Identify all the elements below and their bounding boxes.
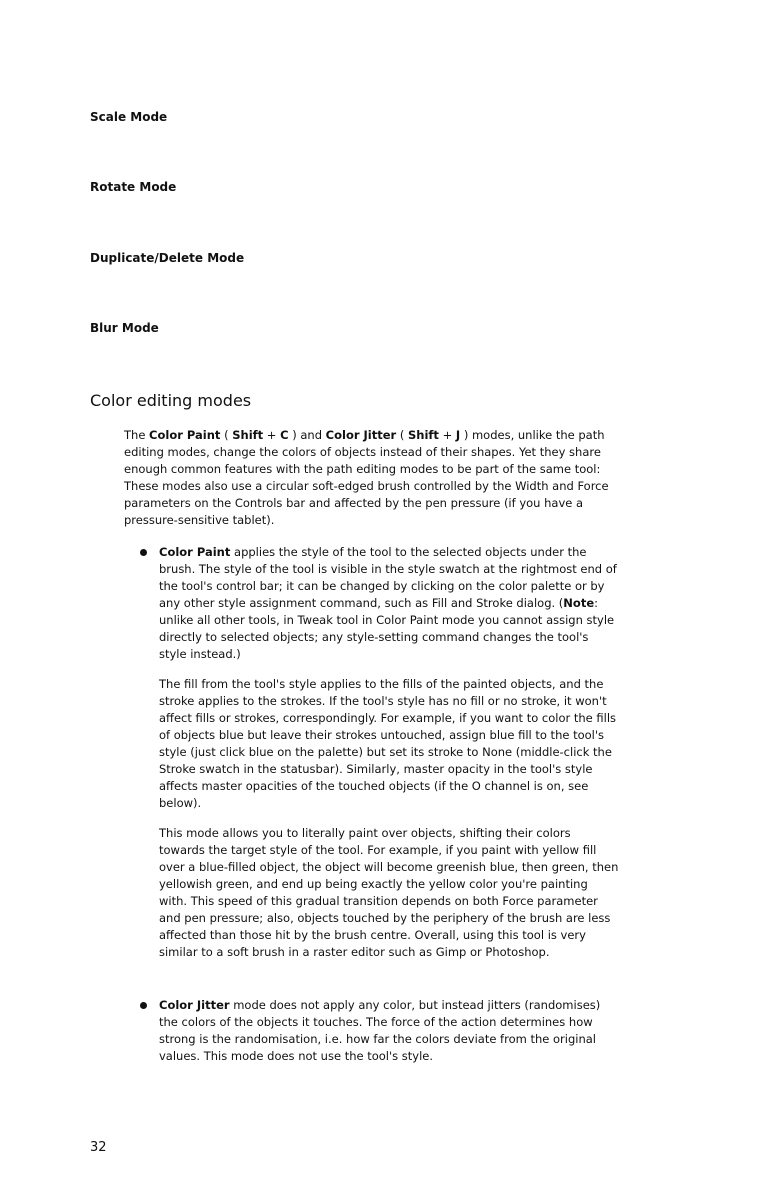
intro-text: ( (220, 428, 233, 442)
duplicate-delete-mode-heading: Duplicate/Delete Mode (90, 251, 245, 265)
intro-text: + (438, 428, 456, 442)
color-paint-label: Color Paint (159, 545, 231, 559)
j-key: J (455, 428, 461, 442)
blur-mode-heading: Blur Mode (90, 321, 159, 335)
intro-paragraph (124, 427, 619, 529)
bullet-item-color-paint (140, 544, 619, 961)
intro-text: + (263, 428, 281, 442)
intro-text: The (124, 428, 150, 442)
intro-text: ) and (288, 428, 326, 442)
rotate-mode-heading: Rotate Mode (90, 180, 177, 194)
page-number: 32 (90, 1140, 107, 1155)
color-paint-term: Color Paint (149, 428, 221, 442)
color-jitter-label: Color Jitter (159, 998, 230, 1012)
shift-key: Shift (408, 428, 439, 442)
c-key: C (280, 428, 289, 442)
color-paint-text: applies the style of the tool to the selected objects under the brush. The style of the tool is visible in the style swatch at the rightmost end of the tool's control bar; it can be changed by clicking on the color palette or by any other style assignment command, such as Fill and Stroke dialog. ( (159, 545, 617, 610)
fill-stroke-paragraph: The fill from the tool's style applies to the fills of the painted objects, and the stroke applies to the strokes. If the tool's style has no fill or no stroke, it won't affect fills or strokes, correspondingly. For example, if you want to color the fills of objects blue but leave their strokes untouched, assign blue fill to the tool's style (just click blue on the palette) but set its stroke to None (middle-click the Stroke swatch in the statusbar). Similarly, master opacity in the tool's style affects master opacities of the touched objects (if the O channel is on, see below). (159, 677, 617, 810)
scale-mode-heading: Scale Mode (90, 110, 168, 124)
bullet-icon (140, 1002, 147, 1009)
bullet-icon (140, 549, 147, 556)
color-jitter-term: Color Jitter (325, 428, 397, 442)
bullet-content (159, 997, 619, 1065)
section-title: Color editing modes (90, 391, 252, 410)
shift-key: Shift (232, 428, 264, 442)
color-jitter-paragraph (159, 997, 619, 1065)
bullet-item-color-jitter (140, 997, 619, 1065)
intro-text: ( (396, 428, 409, 442)
bullet-content (159, 544, 619, 961)
color-jitter-text: mode does not apply any color, but instead jitters (randomises) the colors of the objects it touches. The force of the action determines how strong is the randomisation, i.e. how far the colors deviate from the original values. This mode does not use the tool's style. (159, 998, 601, 1063)
note-label: Note (563, 596, 595, 610)
paint-over-paragraph: This mode allows you to literally paint over objects, shifting their colors towards the target style of the tool. For example, if you paint with yellow fill over a blue-filled object, the object will become greenish blue, then green, then yellowish green, and end up being exactly the yellow color you're painting with. This speed of this gradual transition depends on both Force parameter and pen pressure; also, objects touched by the periphery of the brush are less affected than those hit by the brush centre. Overall, using this tool is very similar to a soft brush in a raster editor such as Gimp or Photoshop. (159, 826, 619, 959)
note-text: : unlike all other tools, in Tweak tool in Color Paint mode you cannot assign style directly to selected objects; any style-setting command changes the tool's style instead.) (159, 596, 615, 661)
color-paint-paragraph (159, 544, 619, 663)
intro-text: ) modes, unlike the path editing modes, change the colors of objects instead of their shapes. Yet they share enough common features with the path editing modes to be part of the same tool: These modes also use a circular soft-edged brush controlled by the Width and Force parameters on the Controls bar and affected by the pen pressure (if you have a pressure-sensitive tablet). (124, 428, 609, 527)
